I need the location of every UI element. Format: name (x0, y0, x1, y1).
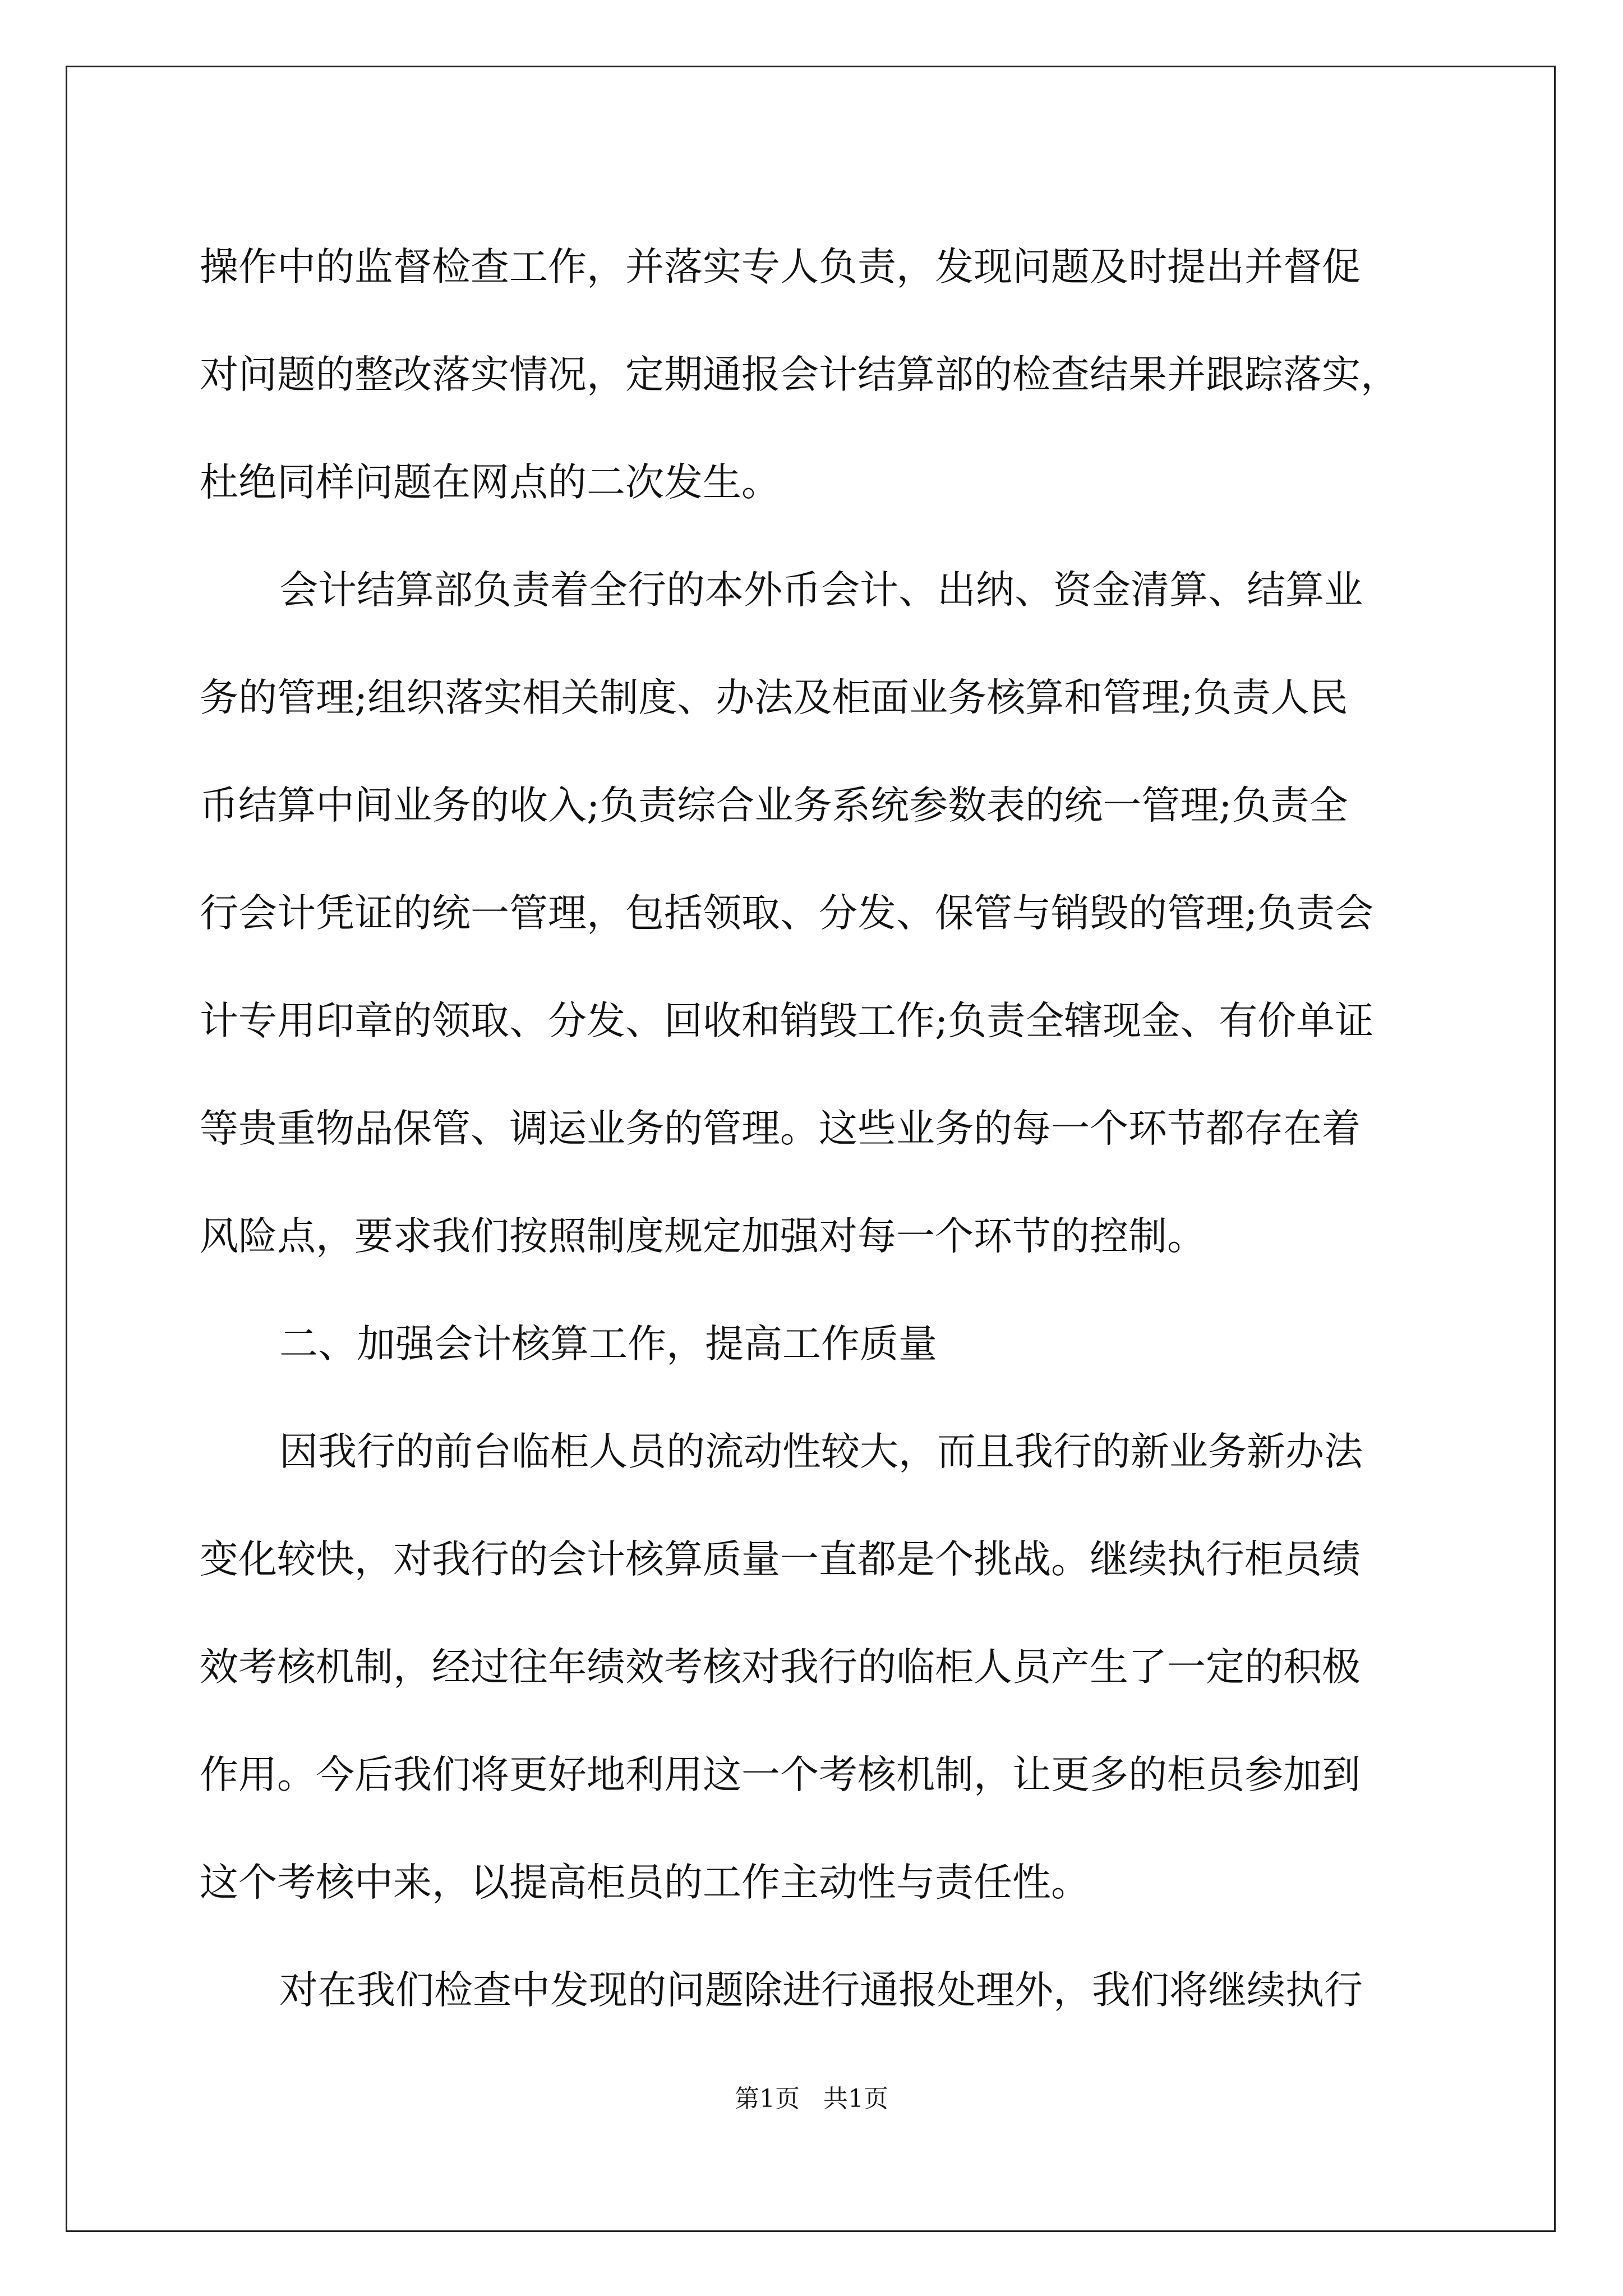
page-footer: 第1页 共1页 (735, 2085, 888, 2113)
text-line: 等贵重物品保管、调运业务的管理。这些业务的每一个环节都存在着 (200, 1106, 1361, 1151)
text-line: 计专用印章的领取、分发、回收和销毁工作;负责全辖现金、有价单证 (200, 999, 1374, 1043)
section-heading: 二、加强会计核算工作，提高工作质量 (279, 1322, 937, 1366)
paragraph-first-line: 会计结算部负责着全行的本外币会计、出纳、资金清算、结算业 (279, 568, 1363, 613)
text-line: 币结算中间业务的收入;负责综合业务系统参数表的统一管理;负责全 (200, 783, 1348, 828)
text-line: 务的管理;组织落实相关制度、办法及柜面业务核算和管理;负责人民 (200, 675, 1348, 720)
document-body (200, 213, 1437, 2044)
text-line: 风险点，要求我们按照制度规定加强对每一个环节的控制。 (200, 1214, 1206, 1259)
text-line: 行会计凭证的统一管理，包括领取、分发、保管与销毁的管理;负责会 (200, 891, 1374, 936)
text-line: 杜绝同样问题在网点的二次发生。 (200, 460, 780, 505)
text-line: 效考核机制，经过往年绩效考核对我行的临柜人员产生了一定的积极 (200, 1645, 1361, 1690)
paragraph-first-line: 因我行的前台临柜人员的流动性较大，而且我行的新业务新办法 (279, 1429, 1363, 1474)
text-line: 对问题的整改落实情况，定期通报会计结算部的检查结果并跟踪落实， (200, 352, 1399, 397)
text-line: 变化较快，对我行的会计核算质量一直都是个挑战。继续执行柜员绩 (200, 1537, 1361, 1582)
paragraph-first-line: 对在我们检查中发现的问题除进行通报处理外，我们将继续执行 (279, 1968, 1363, 2013)
text-line: 作用。今后我们将更好地利用这一个考核机制，让更多的柜员参加到 (200, 1752, 1361, 1797)
text-line: 这个考核中来，以提高柜员的工作主动性与责任性。 (200, 1860, 1090, 1905)
text-line: 操作中的监督检查工作，并落实专人负责，发现问题及时提出并督促 (200, 245, 1361, 289)
